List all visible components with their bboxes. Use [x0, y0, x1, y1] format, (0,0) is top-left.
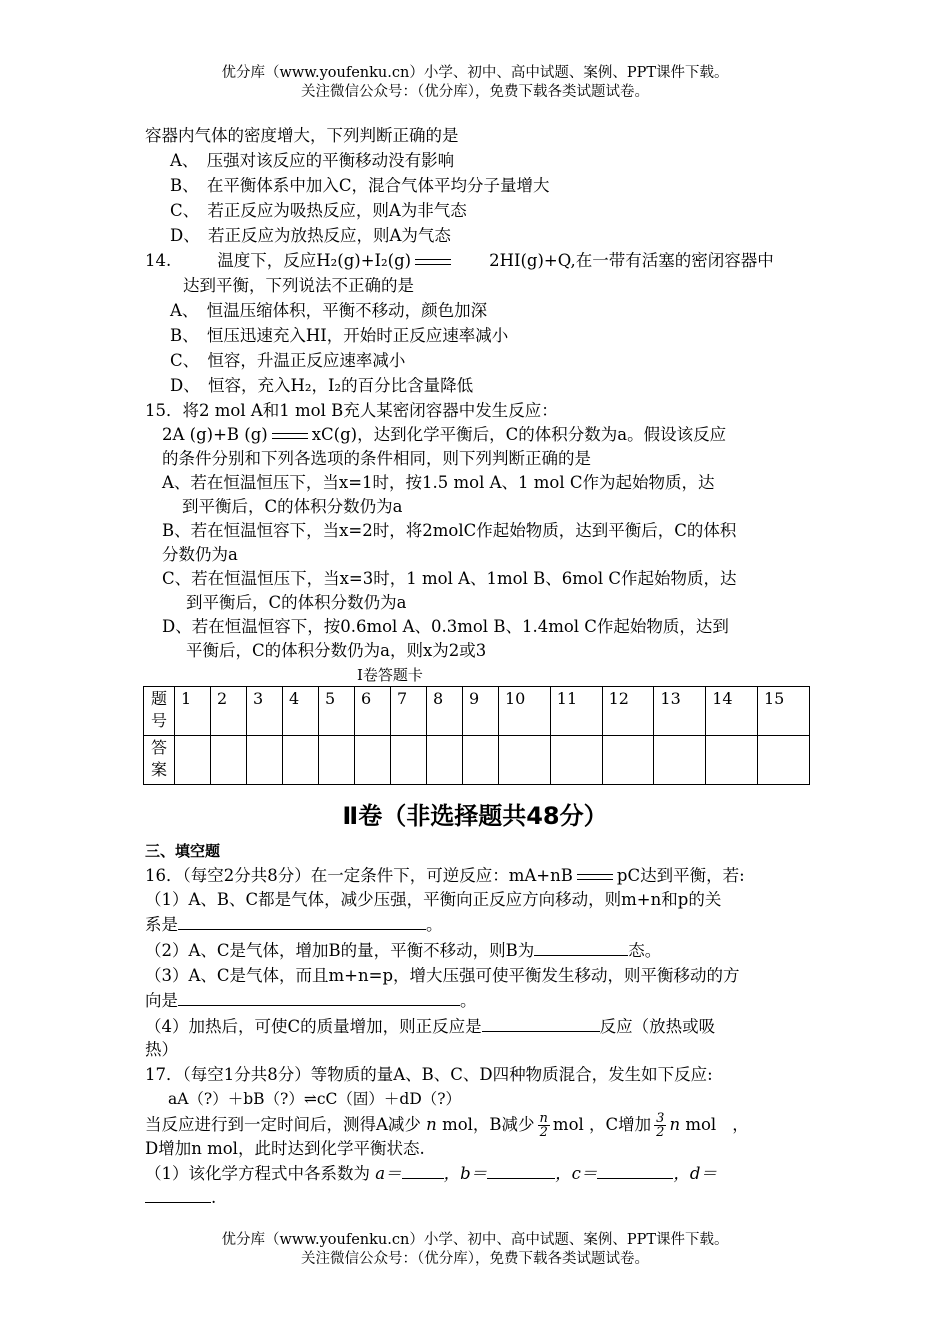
q16-part-1-line-2	[145, 913, 443, 936]
answer-cell[interactable]	[427, 736, 463, 785]
coefficient-b-blank[interactable]	[487, 1162, 555, 1179]
q16-part-1-lead: 系是	[145, 915, 178, 934]
q14-stem-b: 2HI(g)+Q,在一带有活塞的密闭容器中	[489, 251, 774, 270]
q15-option-d-2: 平衡后，C的体积分数仍为a，则x为2或3	[186, 641, 487, 660]
question-number-cell: 13	[654, 687, 706, 736]
question-number-cell: 15	[757, 687, 809, 736]
q17-text: mol	[685, 1115, 717, 1134]
q16-part-4-lead: （4）加热后，可使C的质量增加，则正反应是	[145, 1017, 482, 1036]
q14-stem-line-2: 达到平衡，下列说法不正确的是	[183, 276, 414, 295]
q15-stem-1: 15．将2 mol A和1 mol B充人某密闭容器中发生反应：	[145, 401, 558, 420]
q16-part-2-end: 态。	[628, 941, 662, 960]
q15-option-c-1: C、若在恒温恒压下，当x=3时，1 mol A、1mol B、6mol C作起始物质，达	[162, 569, 737, 588]
q17-part-1-lead: （1）该化学方程式中各系数为	[145, 1164, 370, 1183]
coefficient-b-label: ，b＝	[443, 1164, 488, 1183]
q15-option-a-1: A、若在恒温恒压下，当x=1时，按1.5 mol A、1 mol C作为起始物质，达	[162, 473, 715, 492]
q16-part-3-line-2	[145, 989, 477, 1012]
q16-part-1-end: 。	[426, 915, 443, 934]
q15-option-a-2: 到平衡后，C的体积分数仍为a	[182, 497, 403, 516]
answer-cell[interactable]	[283, 736, 319, 785]
q16-part-4-end: 反应（放热或吸	[599, 1017, 716, 1036]
answer-blank-1[interactable]	[178, 913, 426, 930]
q16-part-4-line-2: 热）	[145, 1040, 178, 1059]
q13-option-c: C、 若正反应为吸热反应，则A为非气态	[170, 201, 467, 220]
q15-option-b-2: 分数仍为a	[162, 545, 238, 564]
question-number-cell: 12	[602, 687, 654, 736]
question-number-cell: 7	[391, 687, 427, 736]
question-number-cell: 11	[550, 687, 602, 736]
coefficient-d-blank[interactable]	[145, 1186, 211, 1203]
q17-part-1-line-2	[145, 1186, 216, 1209]
q13-option-b: B、 在平衡体系中加入C，混合气体平均分子量增大	[170, 176, 550, 195]
q14-option-d: D、 恒容，充入H₂，I₂的百分比含量降低	[170, 376, 474, 395]
answer-card-answer-row	[144, 736, 810, 785]
q16-stem	[145, 865, 745, 887]
q15-option-c-2: 到平衡后，C的体积分数仍为a	[186, 593, 407, 612]
q17-text: mol	[552, 1115, 584, 1134]
answer-blank-4[interactable]	[482, 1015, 600, 1032]
question-number-cell: 2	[211, 687, 247, 736]
answer-cell[interactable]	[247, 736, 283, 785]
q14-number: 14.	[145, 251, 172, 270]
q16-part-1-line-1: （1）A、B、C都是气体，减少压强，平衡向正反应方向移动，则m+n和p的关	[145, 890, 722, 909]
q15-reaction: 2A (g)+B (g)	[162, 425, 268, 444]
q15-option-b-1: B、若在恒温恒容下，当x=2时，将2molC作起始物质，达到平衡后，C的体积	[162, 521, 737, 540]
q16-part-2	[145, 939, 661, 962]
q15-stem-3: 的条件分别和下列各选项的条件相同，则下列判断正确的是	[162, 449, 591, 468]
fraction-n-over-2	[538, 1112, 550, 1139]
q16-part-4-line-1	[145, 1015, 715, 1038]
question-number-cell: 1	[175, 687, 211, 736]
q14-option-c: C、 恒容，升温正反应速率减小	[170, 351, 406, 370]
answer-cell[interactable]	[757, 736, 809, 785]
header-line-1: 优分库（www.youfenku.cn）小学、初中、高中试题、案例、PPT课件下载。	[221, 65, 729, 81]
answer-cell[interactable]	[499, 736, 551, 785]
question-number-cell: 10	[499, 687, 551, 736]
coefficient-d-label: ，d＝	[673, 1164, 717, 1183]
q17-equation: aA（?）＋bB（?）⇌cC（固）＋dD（?）	[168, 1090, 462, 1108]
footer-line-1: 优分库（www.youfenku.cn）小学、初中、高中试题、案例、PPT课件下载。	[221, 1232, 729, 1248]
q17-var-n: n	[426, 1115, 437, 1134]
q14-stem-line-1	[145, 250, 774, 272]
q15-option-d-1: D、若在恒温恒容下，按0.6mol A、0.3mol B、1.4mol C作起始物质，达到	[162, 617, 729, 636]
coefficient-c-label: ，c＝	[555, 1164, 598, 1183]
q16-stem-b: pC达到平衡，若:	[616, 866, 745, 885]
q17-line-4: D增加n mol，此时达到化学平衡状态.	[145, 1139, 425, 1158]
section-heading-fill-blank: 三、填空题	[145, 842, 221, 860]
q16-part-3-line-1: （3）A、C是气体，而且m+n=p，增大压强可使平衡发生移动，则平衡移动的方	[145, 966, 740, 985]
answer-cell[interactable]	[175, 736, 211, 785]
fraction-numerator: 3	[656, 1111, 665, 1126]
answer-cell[interactable]	[463, 736, 499, 785]
q17-text: ，C增加	[589, 1115, 652, 1134]
answer-cell[interactable]	[706, 736, 758, 785]
q17-text: 当反应进行到一定时间后，测得A减少	[145, 1115, 421, 1134]
section-2-title: Ⅱ卷（非选择题共48分）	[342, 802, 608, 830]
answer-cell[interactable]	[602, 736, 654, 785]
answer-cell[interactable]	[355, 736, 391, 785]
answer-card-table	[143, 686, 810, 785]
q17-stem: 17．（每空1分共8分）等物质的量A、B、C、D四种物质混合，发生如下反应:	[145, 1065, 713, 1084]
equilibrium-arrow-icon	[415, 256, 451, 268]
q13-option-a: A、 压强对该反应的平衡移动没有影响	[170, 151, 455, 170]
q17-text: mol，B减少	[442, 1115, 535, 1134]
question-number-cell: 4	[283, 687, 319, 736]
q17-text: ，	[732, 1115, 749, 1134]
answer-blank-2[interactable]	[534, 939, 628, 956]
answer-cell[interactable]	[654, 736, 706, 785]
fraction-denominator: 2	[656, 1125, 665, 1140]
q16-stem-a: 16．（每空2分共8分）在一定条件下，可逆反应：mA+nB	[145, 866, 573, 885]
q16-part-3-end: 。	[460, 991, 477, 1010]
q13-option-d: D、 若正反应为放热反应，则A为气态	[170, 226, 451, 245]
question-number-cell: 9	[463, 687, 499, 736]
answer-blank-3[interactable]	[178, 989, 460, 1006]
question-number-cell: 14	[706, 687, 758, 736]
q15-stem-2	[162, 424, 726, 446]
answer-card-number-row	[144, 687, 810, 736]
fraction-numerator: n	[539, 1111, 548, 1126]
answer-card-title: I卷答题卡	[357, 666, 423, 684]
coefficient-a-blank[interactable]	[402, 1162, 444, 1179]
q17-end: .	[211, 1188, 217, 1207]
q13-stem: 容器内气体的密度增大，下列判断正确的是	[145, 126, 459, 145]
q14-option-b: B、 恒压迅速充入HI，开始时正反应速率减小	[170, 326, 509, 345]
q14-stem-a: 温度下，反应H₂(g)+I₂(g)	[217, 251, 412, 270]
equilibrium-arrow-icon	[272, 430, 308, 442]
q17-part-1	[145, 1162, 717, 1185]
coefficient-a-label: a＝	[375, 1164, 402, 1183]
footer-line-2: 关注微信公众号：（优分库），免费下载各类试题试卷。	[301, 1251, 649, 1267]
question-number-cell: 5	[319, 687, 355, 736]
q16-part-3-lead: 向是	[145, 991, 178, 1010]
question-number-cell: 3	[247, 687, 283, 736]
fraction-denominator: 2	[539, 1125, 548, 1140]
header-line-2: 关注微信公众号：（优分库），免费下载各类试题试卷。	[301, 84, 649, 100]
q14-option-a: A、 恒温压缩体积，平衡不移动，颜色加深	[170, 301, 488, 320]
question-number-cell: 6	[355, 687, 391, 736]
answer-cell[interactable]	[550, 736, 602, 785]
fraction-3-over-2	[654, 1112, 666, 1139]
question-number-cell: 8	[427, 687, 463, 736]
q16-part-2-lead: （2）A、C是气体，增加B的量，平衡不移动，则B为	[145, 941, 535, 960]
q17-line-3	[145, 1112, 749, 1139]
coefficient-c-blank[interactable]	[597, 1162, 673, 1179]
row-label-answer: 答案	[144, 736, 175, 785]
answer-cell[interactable]	[391, 736, 427, 785]
q17-var-n: n	[669, 1115, 681, 1134]
equilibrium-arrow-icon	[577, 871, 613, 883]
q15-stem-2b: xC(g)，达到化学平衡后，C的体积分数为a。假设该反应	[311, 425, 727, 444]
answer-cell[interactable]	[211, 736, 247, 785]
answer-cell[interactable]	[319, 736, 355, 785]
row-label-number: 题号	[144, 687, 175, 736]
